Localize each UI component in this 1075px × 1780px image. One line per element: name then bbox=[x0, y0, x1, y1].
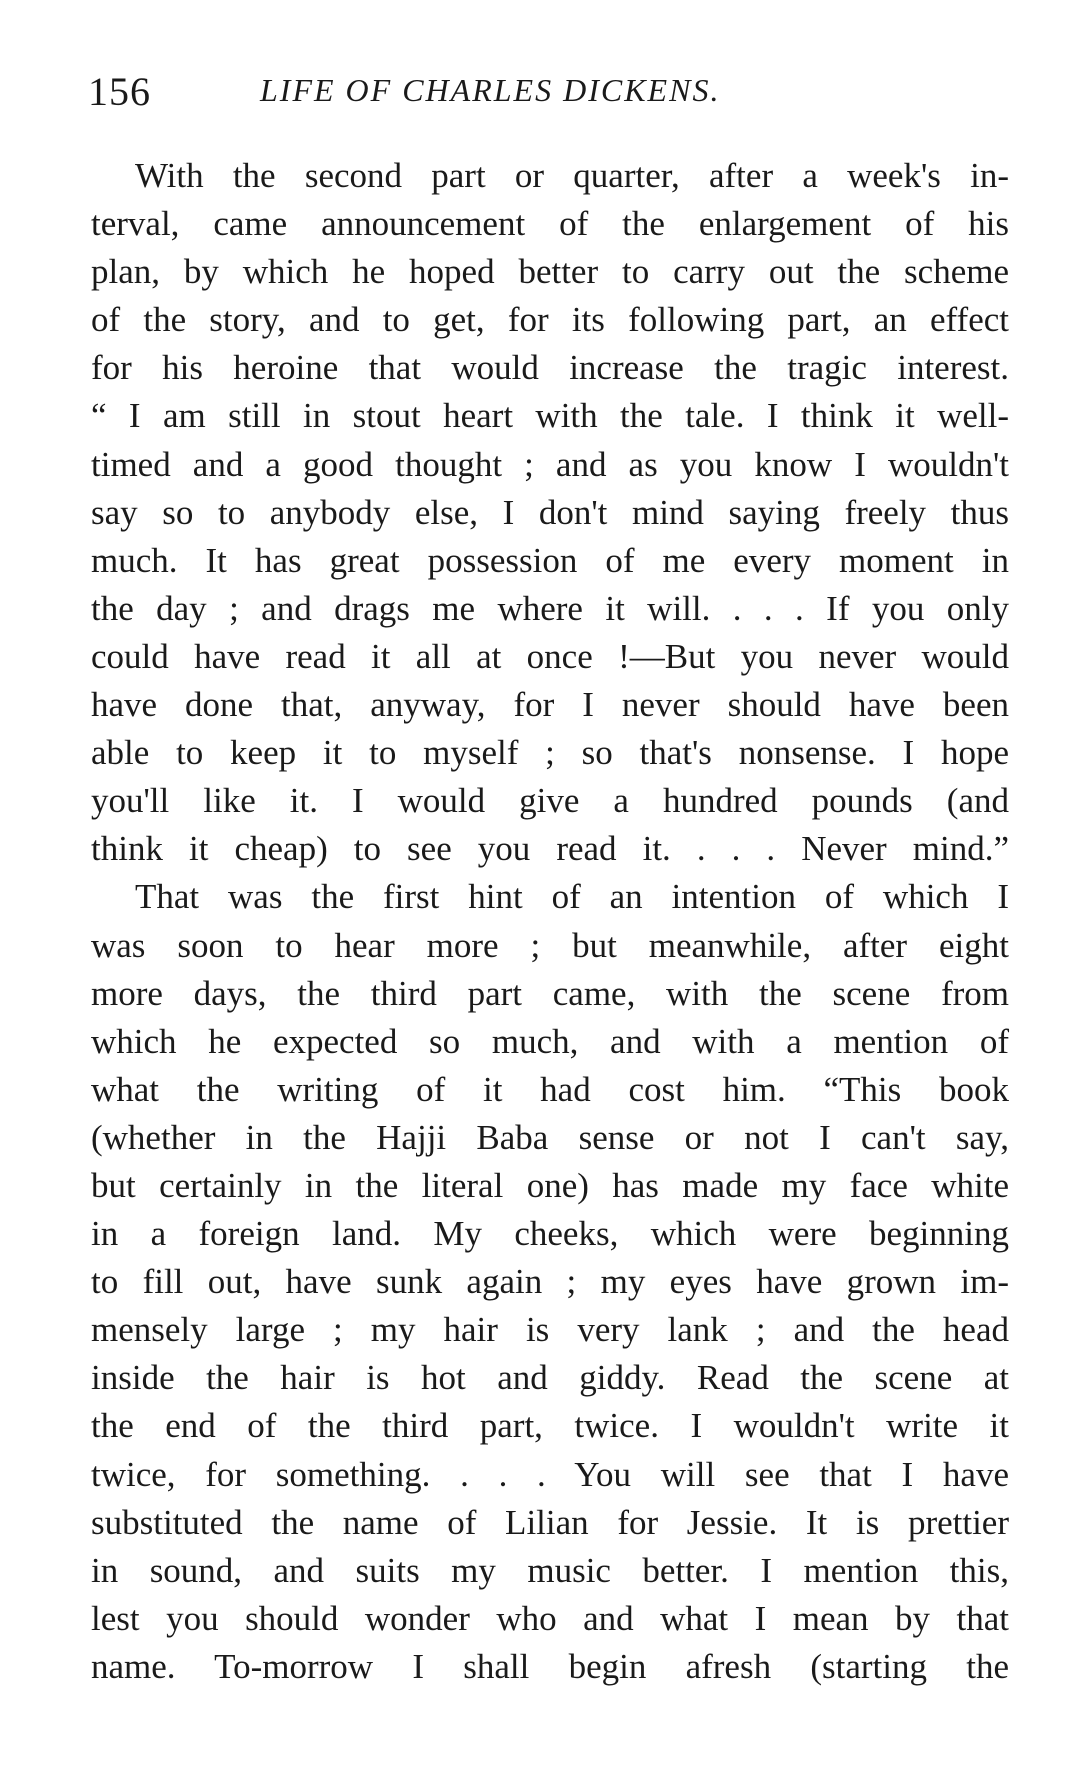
text-line: inside the hair is hot and giddy. Read the scene at bbox=[91, 1358, 1009, 1398]
text-line: mensely large ; my hair is very lank ; and the head bbox=[91, 1310, 1009, 1350]
text-line: what the writing of it had cost him. “This book bbox=[91, 1069, 1009, 1109]
body-text bbox=[91, 152, 1009, 1691]
text-line: lest you should wonder who and what I mean by that bbox=[91, 1598, 1009, 1638]
running-head: LIFE OF CHARLES DICKENS. bbox=[260, 72, 721, 108]
text-line: twice, for something. . . . You will see that I have bbox=[91, 1454, 1009, 1494]
text-line: say so to anybody else, I don't mind saying freely thus bbox=[91, 492, 1009, 532]
text-line: the end of the third part, twice. I wouldn't write it bbox=[91, 1406, 1009, 1446]
text-line: to fill out, have sunk again ; my eyes have grown im- bbox=[91, 1262, 1009, 1302]
text-line: of the story, and to get, for its following part, an effect bbox=[91, 300, 1009, 340]
text-line: “ I am still in stout heart with the tale. I think it well- bbox=[91, 396, 1009, 436]
text-line: With the second part or quarter, after a week's in- bbox=[135, 156, 1009, 195]
text-line: have done that, anyway, for I never should have been bbox=[91, 685, 1009, 725]
text-line: That was the first hint of an intention of which I bbox=[135, 877, 1009, 917]
text-line: was soon to hear more ; but meanwhile, after eight bbox=[91, 925, 1009, 965]
text-line: could have read it all at once !—But you never would bbox=[91, 636, 1009, 676]
text-line: the day ; and drags me where it will. . . . If you only bbox=[91, 588, 1009, 628]
text-line: able to keep it to myself ; so that's nonsense. I hope bbox=[91, 733, 1009, 773]
page-number: 156 bbox=[88, 69, 151, 114]
text-line: more days, the third part came, with the scene from bbox=[91, 973, 1009, 1013]
text-line: which he expected so much, and with a mention of bbox=[91, 1021, 1009, 1061]
text-line: much. It has great possession of me every moment in bbox=[91, 540, 1009, 580]
text-line: but certainly in the literal one) has made my face white bbox=[91, 1165, 1009, 1205]
text-line: you'll like it. I would give a hundred pounds (and bbox=[91, 781, 1009, 821]
text-line: name. To-morrow I shall begin afresh (starting the bbox=[91, 1646, 1009, 1686]
text-line: terval, came announcement of the enlargement of his bbox=[91, 204, 1009, 244]
text-line: timed and a good thought ; and as you know I wouldn't bbox=[91, 444, 1009, 484]
text-line: in sound, and suits my music better. I mention this, bbox=[91, 1550, 1009, 1590]
text-line: for his heroine that would increase the tragic interest. bbox=[91, 348, 1009, 388]
text-line: think it cheap) to see you read it. . . . Never mind.” bbox=[91, 829, 1009, 869]
page-header bbox=[88, 68, 1008, 128]
text-line: (whether in the Hajji Baba sense or not I can't say, bbox=[91, 1117, 1009, 1157]
text-line: in a foreign land. My cheeks, which were beginning bbox=[91, 1214, 1009, 1254]
text-line: plan, by which he hoped better to carry out the scheme bbox=[91, 252, 1009, 292]
text-line: substituted the name of Lilian for Jessie. It is prettier bbox=[91, 1502, 1009, 1542]
